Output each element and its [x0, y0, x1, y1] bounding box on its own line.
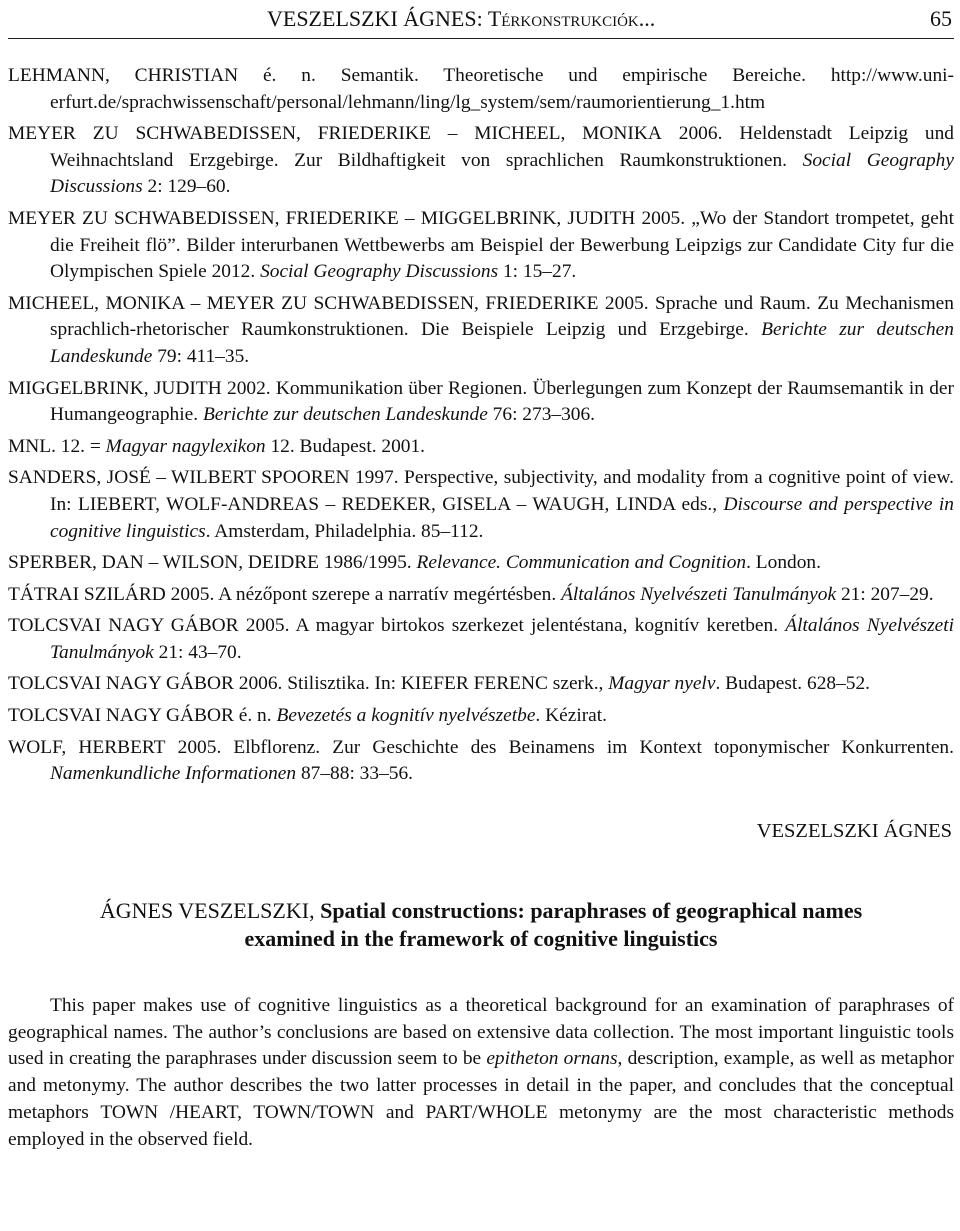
reference-title: Sprache und Raum. Zu Mechanismen sprachlich-rhetorischer Raumkonstruktionen. Die Beispiele Leipzig und Erzgebirge. [50, 292, 954, 341]
reference-rest: http://www.uni-erfurt.de/sprachwissenschaft/personal/lehmann/ling/lg_system/sem/raumorientierung_1.htm [50, 65, 954, 113]
reference-rest: . London. [746, 552, 821, 574]
reference-rest: 12. Budapest. 2001. [270, 435, 426, 457]
reference-journal: Általános Nyelvészeti Tanulmányok [50, 615, 954, 663]
reference-entry [8, 291, 954, 371]
reference-year: 2006. [678, 123, 723, 145]
reference-entry [8, 434, 954, 461]
reference-author: SANDERS, JOSÉ – WILBERT SPOOREN [8, 467, 350, 489]
author-signature: VESZELSZKI ÁGNES [756, 819, 952, 842]
reference-rest: . Budapest. 628–52. [715, 673, 871, 695]
reference-entry [8, 206, 954, 286]
reference-rest: . Kézirat. [535, 705, 608, 727]
reference-year: 2002. [227, 377, 271, 399]
reference-entry [8, 465, 954, 545]
abstract-title [8, 897, 954, 953]
reference-journal: Magyar nyelv [608, 673, 716, 695]
reference-author: MEYER ZU SCHWABEDISSEN, FRIEDERIKE – MICHEEL, MONIKA [8, 123, 662, 145]
reference-title: Perspective, subjectivity, and modality from a cognitive point of view. In: LIEBERT, WOLF-ANDREAS – REDEKER, GISELA – WAUGH, LINDA eds., [50, 467, 954, 515]
reference-journal: Relevance. Communication and Cognition [416, 552, 747, 574]
reference-rest: 87–88: 33–56. [300, 763, 414, 785]
reference-author: TOLCSVAI NAGY GÁBOR [8, 673, 234, 695]
reference-title: Heldenstadt Leipzig und Weihnachtsland Erzgebirge. Zur Bildhaftigkeit von sprachlichen Raumkonstruktionen. [50, 123, 954, 171]
abstract-term: epitheton ornans [486, 1048, 618, 1070]
reference-author: TOLCSVAI NAGY GÁBOR [8, 705, 234, 727]
reference-year: é. n. [238, 705, 272, 727]
reference-author: LEHMANN, CHRISTIAN [8, 65, 239, 86]
abstract-title-line2: examined in the framework of cognitive linguistics [244, 925, 718, 951]
reference-year: 2005. [604, 292, 649, 314]
reference-journal: Általános Nyelvészeti Tanulmányok [561, 583, 837, 605]
reference-entry [8, 121, 954, 201]
reference-entry [8, 671, 954, 698]
reference-entry [8, 735, 954, 788]
reference-entry [8, 63, 954, 116]
reference-title: A nézőpont szerepe a narratív megértésben. [218, 583, 557, 605]
abstract-text-1: This paper makes use of cognitive linguistics as a theoretical background for an examination of paraphrases of geographical names. The author’s conclusions are based on extensive data collection. The most important linguistic tools used in creating the paraphrases under discussion seem to be [8, 994, 954, 1070]
reference-journal: Berichte zur deutschen Landeskunde [50, 319, 954, 367]
reference-journal: Berichte zur deutschen Landeskunde [202, 404, 488, 426]
reference-author: TOLCSVAI NAGY GÁBOR [8, 615, 239, 637]
reference-rest: 79: 411–35. [157, 345, 250, 367]
abstract-metonymy: PART/WHOLE [425, 1102, 548, 1124]
reference-entry [8, 613, 954, 666]
reference-year: 1986/1995. [323, 552, 412, 574]
reference-year: 1997. [354, 467, 399, 489]
reference-author: WOLF, HERBERT [8, 736, 166, 758]
abstract-and: and [385, 1102, 414, 1124]
reference-author: MICHEEL, MONIKA – MEYER ZU SCHWABEDISSEN, FRIEDERIKE [8, 292, 599, 314]
reference-title: Elbflorenz. Zur Geschichte des Beinamens im Kontext toponymischer Konkurrenten. [233, 736, 954, 758]
running-title: VESZELSZKI ÁGNES: Térkonstrukciók... [267, 6, 656, 31]
abstract-author: ÁGNES VESZELSZKI, [99, 897, 315, 923]
reference-title: Kommunikation über Regionen. Überlegungen zum Konzept der Raumsemantik in der Humangeographie. [50, 377, 954, 426]
reference-year: 2006. [238, 673, 283, 695]
abstract-text-2: , description, example, as well as metaphor and metonymy. The author describes the two latter processes in detail in the paper, and concludes that the conceptual metaphors [8, 1048, 954, 1124]
reference-journal: Social Geography Discussions [50, 149, 954, 198]
abstract-title-line1: Spatial constructions: paraphrases of geographical names [320, 897, 863, 923]
reference-title: A magyar birtokos szerkezet jelentéstana, kognitív keretben. [295, 615, 779, 637]
reference-journal: Magyar nagylexikon [105, 435, 266, 457]
reference-rest: 21: 43–70. [158, 641, 242, 663]
reference-title: „Wo der Standort trompetet, geht die Freiheit flö”. Bilder interurbanen Wettbewerbs am Beispiel der Bewerbung Leipzigs zur Candidate City fur die Olympischen Spiele 2012. [50, 207, 954, 283]
reference-year: 2005. [170, 583, 215, 605]
running-head [8, 6, 954, 39]
reference-year: 2005. [245, 615, 290, 637]
page-number: 65 [930, 6, 952, 31]
reference-list [8, 63, 954, 788]
reference-rest: 1: 15–27. [502, 261, 577, 283]
reference-journal: Discourse and perspective in cognitive linguistics [50, 493, 954, 542]
reference-rest: 21: 207–29. [840, 583, 934, 605]
reference-journal: Social Geography Discussions [260, 261, 499, 283]
reference-title: Stilisztika. In: KIEFER FERENC szerk., [287, 673, 604, 695]
reference-entry [8, 703, 954, 730]
reference-title: Semantik. Theoretische und empirische Bereiche. [340, 65, 806, 86]
reference-year: 2005. [641, 207, 686, 229]
page [8, 6, 954, 1173]
reference-journal: Namenkundliche Informationen [50, 763, 297, 785]
reference-rest: 2: 129–60. [147, 176, 231, 198]
reference-year: é. n. [262, 65, 316, 86]
reference-author: TÁTRAI SZILÁRD [8, 583, 166, 605]
abstract-text-3: metonymy are the most characteristic methods employed in the observed field. [8, 1102, 955, 1150]
reference-journal: Bevezetés a kognitív nyelvészetbe [276, 705, 536, 727]
abstract-body [8, 993, 954, 1154]
reference-rest: 76: 273–306. [492, 404, 596, 426]
reference-title: MNL. 12. = [8, 435, 101, 457]
reference-entry [8, 550, 954, 577]
reference-author: MIGGELBRINK, JUDITH [8, 377, 222, 399]
reference-author: SPERBER, DAN – WILSON, DEIDRE [8, 552, 319, 574]
reference-entry [8, 376, 954, 429]
reference-entry [8, 582, 954, 609]
reference-author: MEYER ZU SCHWABEDISSEN, FRIEDERIKE – MIGGELBRINK, JUDITH [8, 207, 636, 229]
reference-rest: . Amsterdam, Philadelphia. 85–112. [205, 520, 484, 542]
abstract-metaphors: TOWN /HEART, TOWN/TOWN [100, 1102, 375, 1124]
reference-year: 2005. [177, 736, 222, 758]
